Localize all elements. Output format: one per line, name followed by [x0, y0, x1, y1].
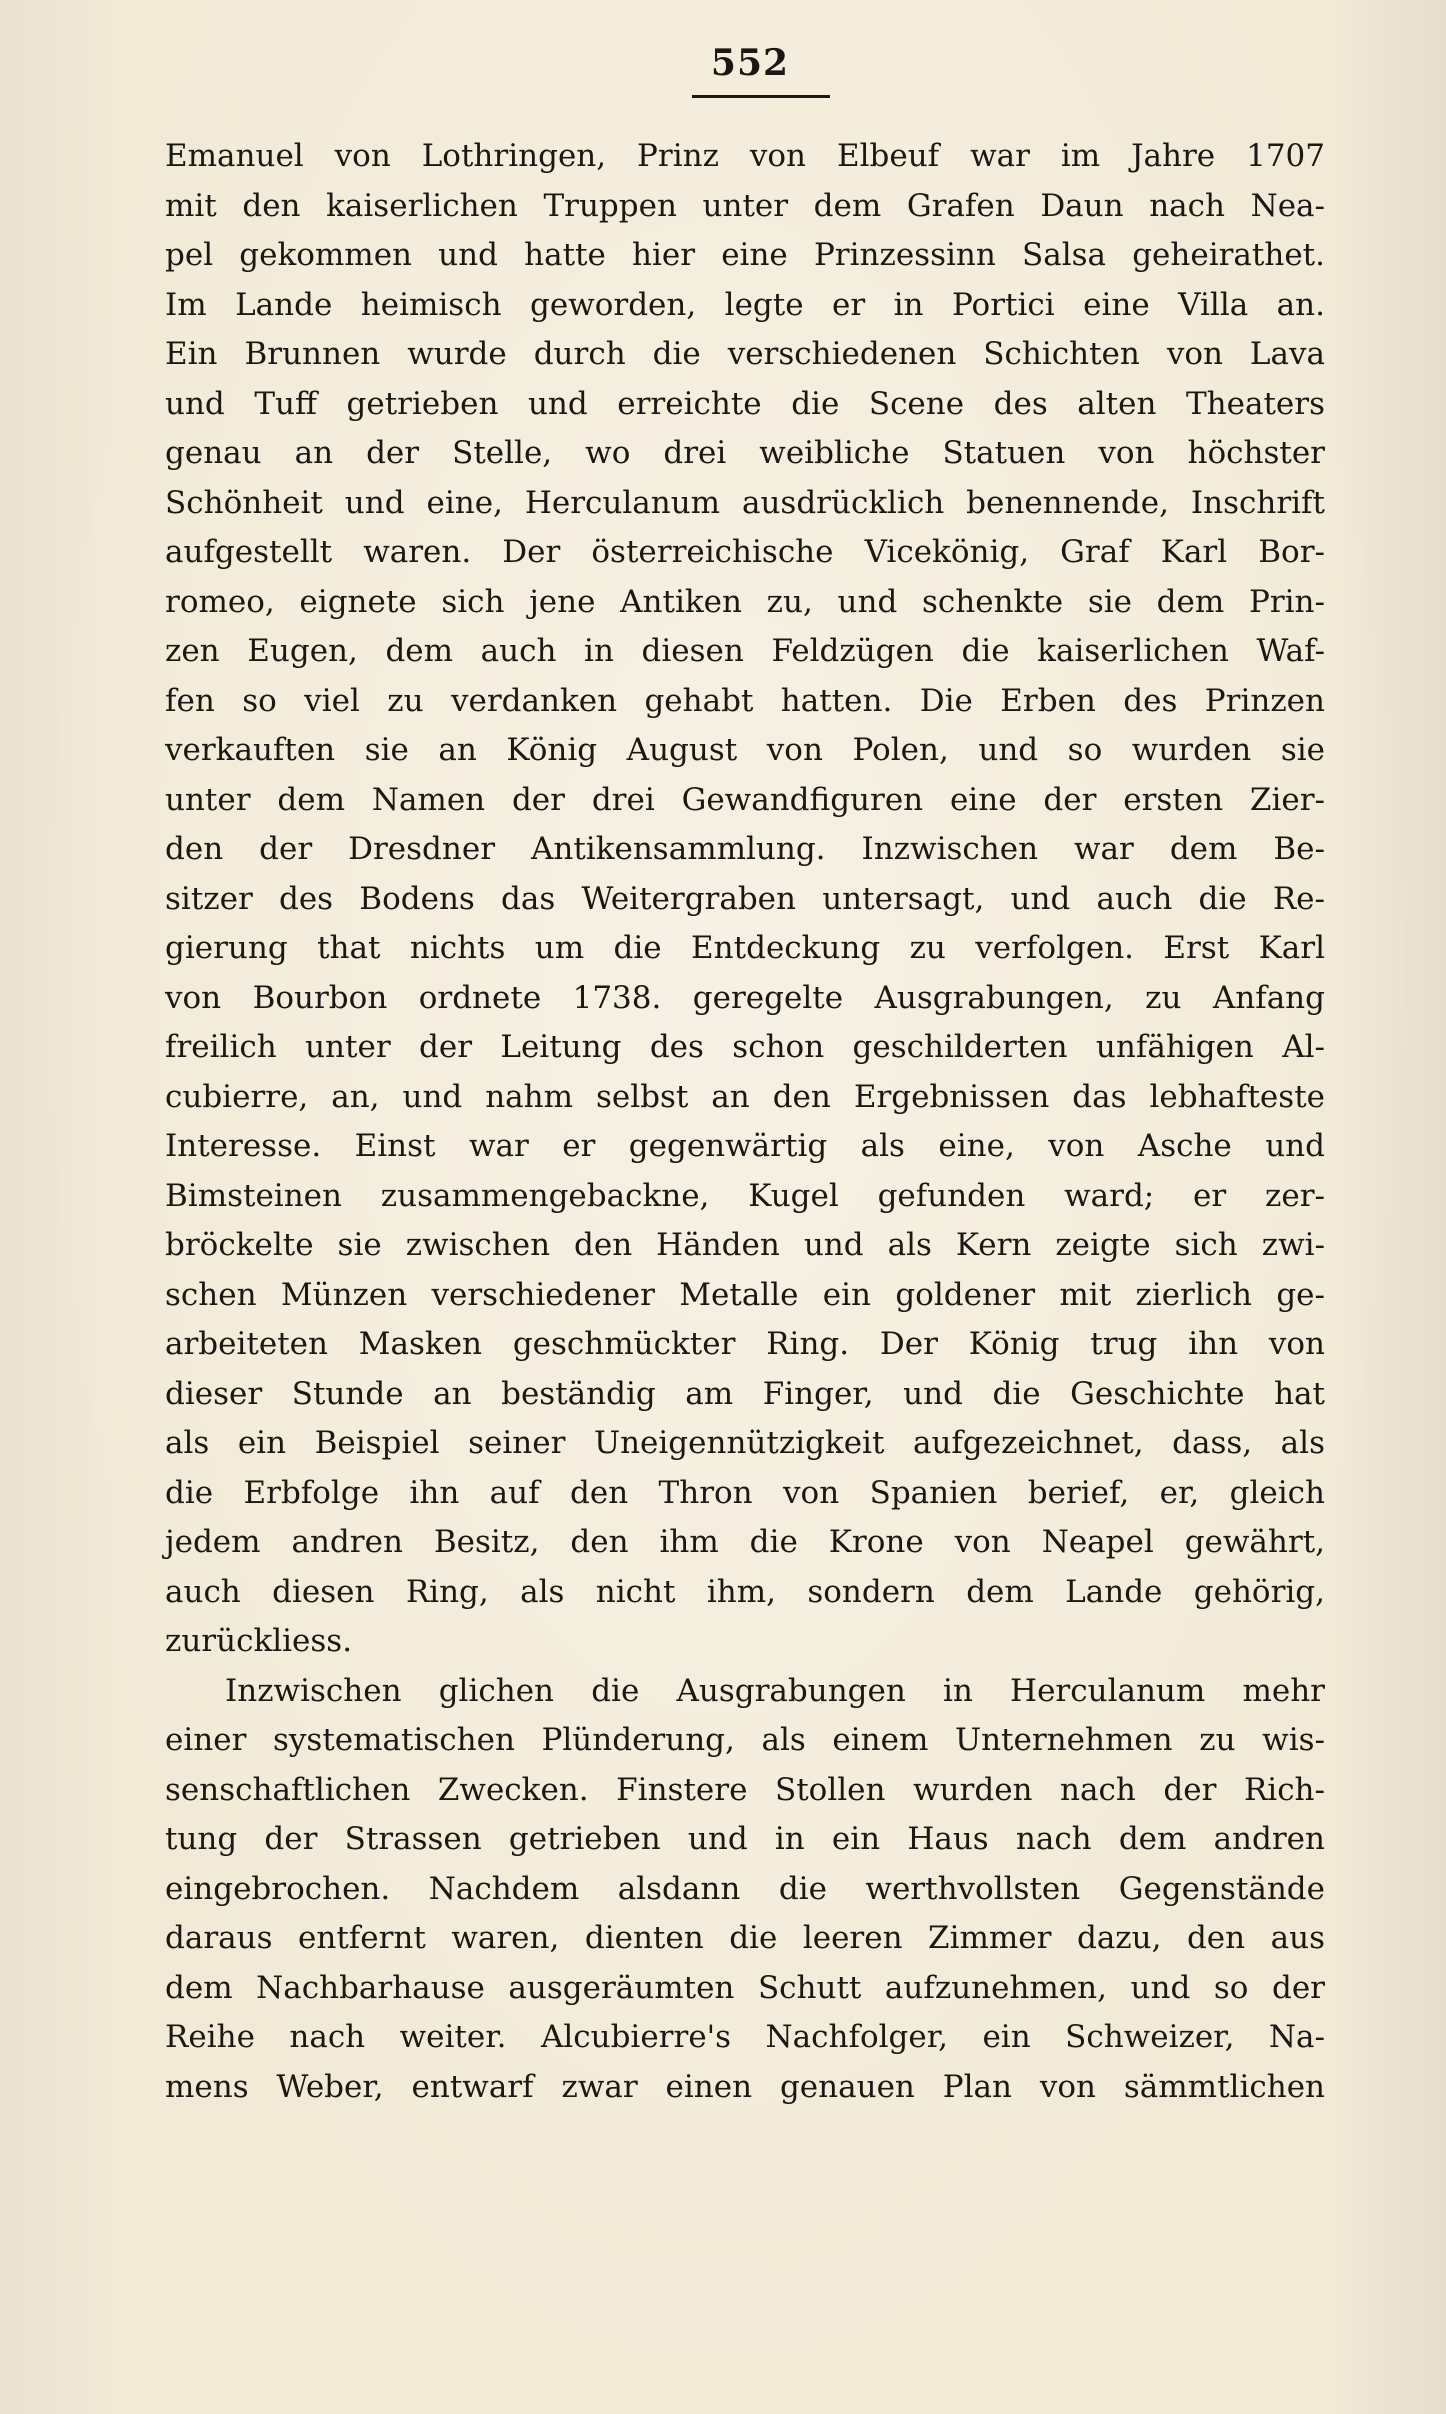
text-line: verkauften sie an König August von Polen, und so wurden sie [165, 732, 1325, 768]
text-line: dieser Stunde an beständig am Finger, und die Geschichte hat [165, 1375, 1325, 1412]
text-line: unter dem Namen der drei Gewandfiguren eine der ersten Zier- [165, 781, 1325, 818]
text-line: auch diesen Ring, als nicht ihm, sondern dem Lande gehörig, [165, 1573, 1325, 1610]
text-line: arbeiteten Masken geschmückter Ring. Der König trug ihn von [165, 1326, 1325, 1362]
text-line: gierung that nichts um die Entdeckung zu verfolgen. Erst Karl [165, 930, 1325, 966]
text-line: eingebrochen. Nachdem alsdann die werthvollsten Gegenstände [165, 1870, 1325, 1907]
text-line: senschaftlichen Zwecken. Finstere Stollen wurden nach der Rich- [165, 1771, 1325, 1808]
text-line: dem Nachbarhause ausgeräumten Schutt aufzunehmen, und so der [165, 1969, 1325, 2006]
text-line: sitzer des Bodens das Weitergraben untersagt, und auch die Re- [165, 880, 1325, 917]
text-line: und Tuff getrieben und erreichte die Scene des alten Theaters [165, 385, 1325, 422]
text-line: einer systematischen Plünderung, als einem Unternehmen zu wis- [165, 1722, 1325, 1758]
text-line: als ein Beispiel seiner Uneigennützigkeit aufgezeichnet, dass, als [165, 1425, 1325, 1461]
text-line: cubierre, an, und nahm selbst an den Ergebnissen das lebhafteste [165, 1078, 1325, 1115]
text-line: zen Eugen, dem auch in diesen Feldzügen die kaiserlichen Waf- [165, 633, 1325, 669]
page-number: 552 [710, 42, 790, 84]
text-line: Inzwischen glichen die Ausgrabungen in Herculanum mehr [225, 1672, 1325, 1709]
text-line: Ein Brunnen wurde durch die verschiedenen Schichten von Lava [165, 336, 1325, 372]
paragraph-2 [165, 1667, 1325, 2113]
text-line: von Bourbon ordnete 1738. geregelte Ausgrabungen, zu Anfang [165, 979, 1325, 1016]
text-line: fen so viel zu verdanken gehabt hatten. Die Erben des Prinzen [165, 682, 1325, 719]
text-line: freilich unter der Leitung des schon geschilderten unfähigen Al- [165, 1029, 1325, 1065]
text-line: mens Weber, entwarf zwar einen genauen Plan von sämmtlichen [165, 2068, 1325, 2105]
text-line: zurückliess. [165, 1623, 353, 1659]
text-line: mit den kaiserlichen Truppen unter dem Grafen Daun nach Nea- [165, 187, 1325, 224]
text-line: Bimsteinen zusammengebackne, Kugel gefunden ward; er zer- [165, 1177, 1325, 1214]
text-line: Reihe nach weiter. Alcubierre's Nachfolger, ein Schweizer, Na- [165, 2019, 1325, 2055]
text-line: Schönheit und eine, Herculanum ausdrücklich benennende, Inschrift [165, 484, 1325, 521]
text-line: daraus entfernt waren, dienten die leeren Zimmer dazu, den aus [165, 1920, 1325, 1956]
text-line: romeo, eignete sich jene Antiken zu, und schenkte sie dem Prin- [165, 583, 1325, 620]
text-line: Im Lande heimisch geworden, legte er in Portici eine Villa an. [165, 286, 1325, 323]
page-number-rule [692, 95, 830, 98]
text-line: genau an der Stelle, wo drei weibliche Statuen von höchster [165, 435, 1325, 471]
text-line: Emanuel von Lothringen, Prinz von Elbeuf war im Jahre 1707 [165, 138, 1325, 174]
text-line: bröckelte sie zwischen den Händen und als Kern zeigte sich zwi- [165, 1227, 1325, 1263]
text-line: pel gekommen und hatte hier eine Prinzessinn Salsa geheirathet. [165, 237, 1325, 273]
text-line: schen Münzen verschiedener Metalle ein goldener mit zierlich ge- [165, 1276, 1325, 1313]
text-line: die Erbfolge ihn auf den Thron von Spanien berief, er, gleich [165, 1474, 1325, 1511]
text-line: jedem andren Besitz, den ihm die Krone von Neapel gewährt, [165, 1524, 1325, 1560]
text-line: den der Dresdner Antikensammlung. Inzwischen war dem Be- [165, 831, 1325, 867]
text-line: Interesse. Einst war er gegenwärtig als eine, von Asche und [165, 1128, 1325, 1164]
body-text [165, 132, 1325, 2112]
paragraph-1 [165, 132, 1325, 1667]
text-line: tung der Strassen getrieben und in ein Haus nach dem andren [165, 1821, 1325, 1857]
text-line: aufgestellt waren. Der österreichische Vicekönig, Graf Karl Bor- [165, 534, 1325, 570]
